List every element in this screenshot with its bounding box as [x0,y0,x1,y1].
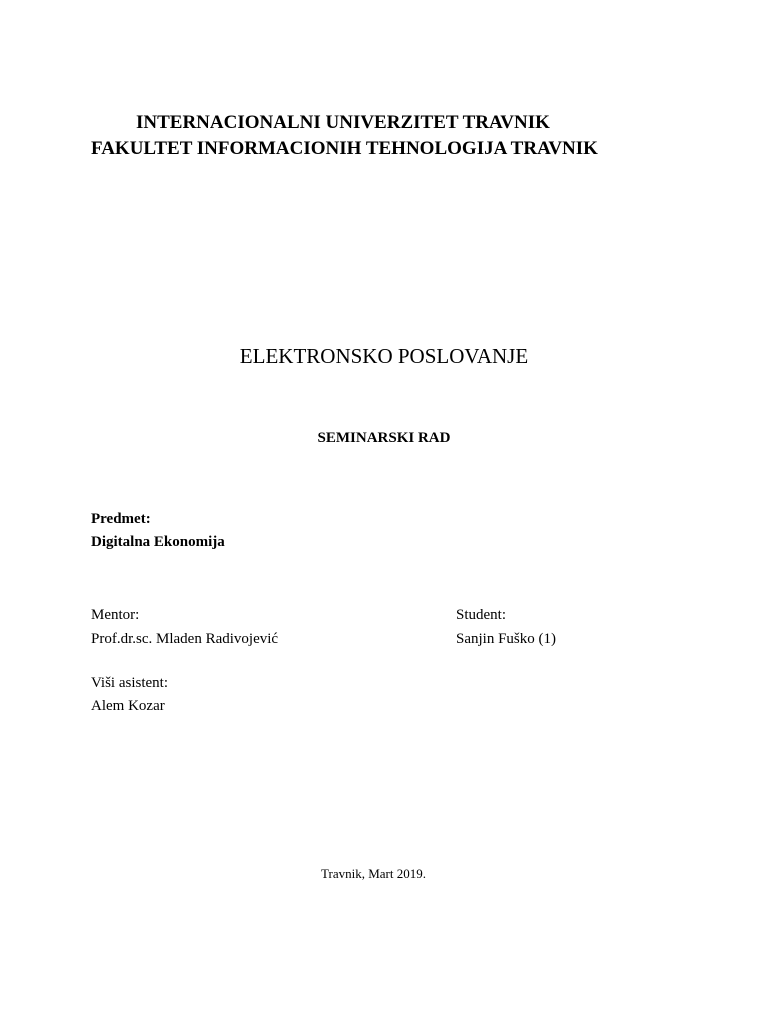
mentor-label: Mentor: [91,607,140,623]
assistant-label: Viši asistent: [91,675,169,691]
predmet-label: Predmet: [91,511,151,527]
place-date: Travnik, Mart 2019. [321,866,426,881]
assistant-value: Alem Kozar [91,698,165,714]
paper-type: SEMINARSKI RAD [317,430,451,446]
predmet-value: Digitalna Ekonomija [91,534,225,550]
student-value: Sanjin Fuško (1) [456,631,557,647]
student-label: Student: [456,607,507,623]
faculty-name: FAKULTET INFORMACIONIH TEHNOLOGIJA TRAVNIK [91,138,598,159]
subject-title: ELEKTRONSKO POSLOVANJE [239,344,529,368]
university-name: INTERNACIONALNI UNIVERZITET TRAVNIK [136,112,550,133]
mentor-value: Prof.dr.sc. Mladen Radivojević [91,631,279,647]
